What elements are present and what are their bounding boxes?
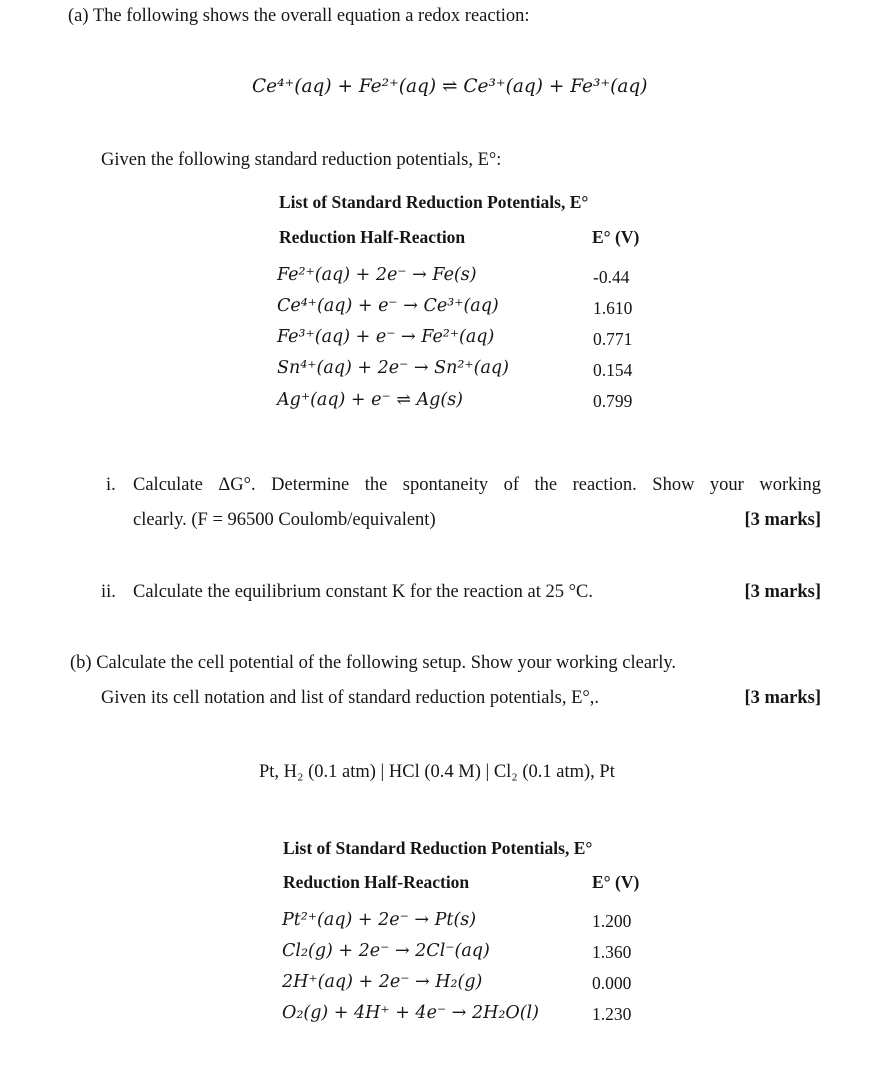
overall-equation: Ce⁴⁺(aq) + Fe²⁺(aq) ⇌ Ce³⁺(aq) + Fe³⁺(aq) (252, 76, 648, 97)
question-i-line2: clearly. (F = 96500 Coulomb/equivalent) (133, 510, 436, 530)
table-b-row-potential: 1.230 (592, 1004, 632, 1024)
table-a-header-reaction: Reduction Half-Reaction (279, 227, 466, 247)
question-i-line1: Calculate ΔG°. Determine the spontaneity of the reaction. Show your working (133, 475, 821, 495)
table-a-header-potential: E° (V) (592, 227, 640, 247)
table-a-row-potential: -0.44 (593, 267, 630, 287)
table-a-row-reaction: Ce⁴⁺(aq) + e⁻ → Ce³⁺(aq) (277, 296, 499, 316)
question-ii-text: Calculate the equilibrium constant K for the reaction at 25 °C. (133, 582, 593, 602)
table-a-row-potential: 0.799 (593, 391, 633, 411)
table-b-row-reaction: Cl₂(g) + 2e⁻ → 2Cl⁻(aq) (282, 941, 490, 961)
part-a-intro: (a) The following shows the overall equation a redox reaction: (68, 6, 530, 26)
table-a-row-potential: 0.154 (593, 360, 633, 380)
question-i-number: i. (106, 475, 116, 495)
part-b-line2: Given its cell notation and list of standard reduction potentials, E°,. (101, 688, 600, 708)
given-potentials-text: Given the following standard reduction potentials, E°: (101, 150, 502, 170)
table-b-row-reaction: Pt²⁺(aq) + 2e⁻ → Pt(s) (282, 910, 477, 930)
table-a-row-reaction: Fe³⁺(aq) + e⁻ → Fe²⁺(aq) (277, 327, 495, 347)
table-a-row-potential: 0.771 (593, 329, 633, 349)
question-ii-number: ii. (101, 582, 116, 602)
part-b-marks: [3 marks] (744, 688, 821, 708)
question-i-marks: [3 marks] (744, 510, 821, 530)
table-b-row-potential: 0.000 (592, 973, 632, 993)
table-b-row-potential: 1.360 (592, 942, 632, 962)
table-b-title: List of Standard Reduction Potentials, E° (283, 838, 593, 858)
table-b-row-potential: 1.200 (592, 911, 632, 931)
table-a-row-reaction: Sn⁴⁺(aq) + 2e⁻ → Sn²⁺(aq) (277, 358, 509, 378)
cell-notation: Pt, H₂ (0.1 atm) | HCl (0.4 M) | Cl₂ (0.1 atm), Pt (259, 762, 615, 782)
table-a-title: List of Standard Reduction Potentials, E° (279, 192, 589, 212)
part-b-line1: (b) Calculate the cell potential of the following setup. Show your working clearly. (70, 653, 677, 673)
table-b-header-reaction: Reduction Half-Reaction (283, 872, 470, 892)
table-a-row-potential: 1.610 (593, 298, 633, 318)
question-ii-marks: [3 marks] (744, 582, 821, 602)
table-b-header-potential: E° (V) (592, 872, 640, 892)
table-b-row-reaction: O₂(g) + 4H⁺ + 4e⁻ → 2H₂O(l) (282, 1003, 539, 1023)
table-a-row-reaction: Fe²⁺(aq) + 2e⁻ → Fe(s) (277, 265, 477, 285)
table-a-row-reaction: Ag⁺(aq) + e⁻ ⇌ Ag(s) (277, 390, 464, 410)
table-b-row-reaction: 2H⁺(aq) + 2e⁻ → H₂(g) (282, 972, 483, 992)
